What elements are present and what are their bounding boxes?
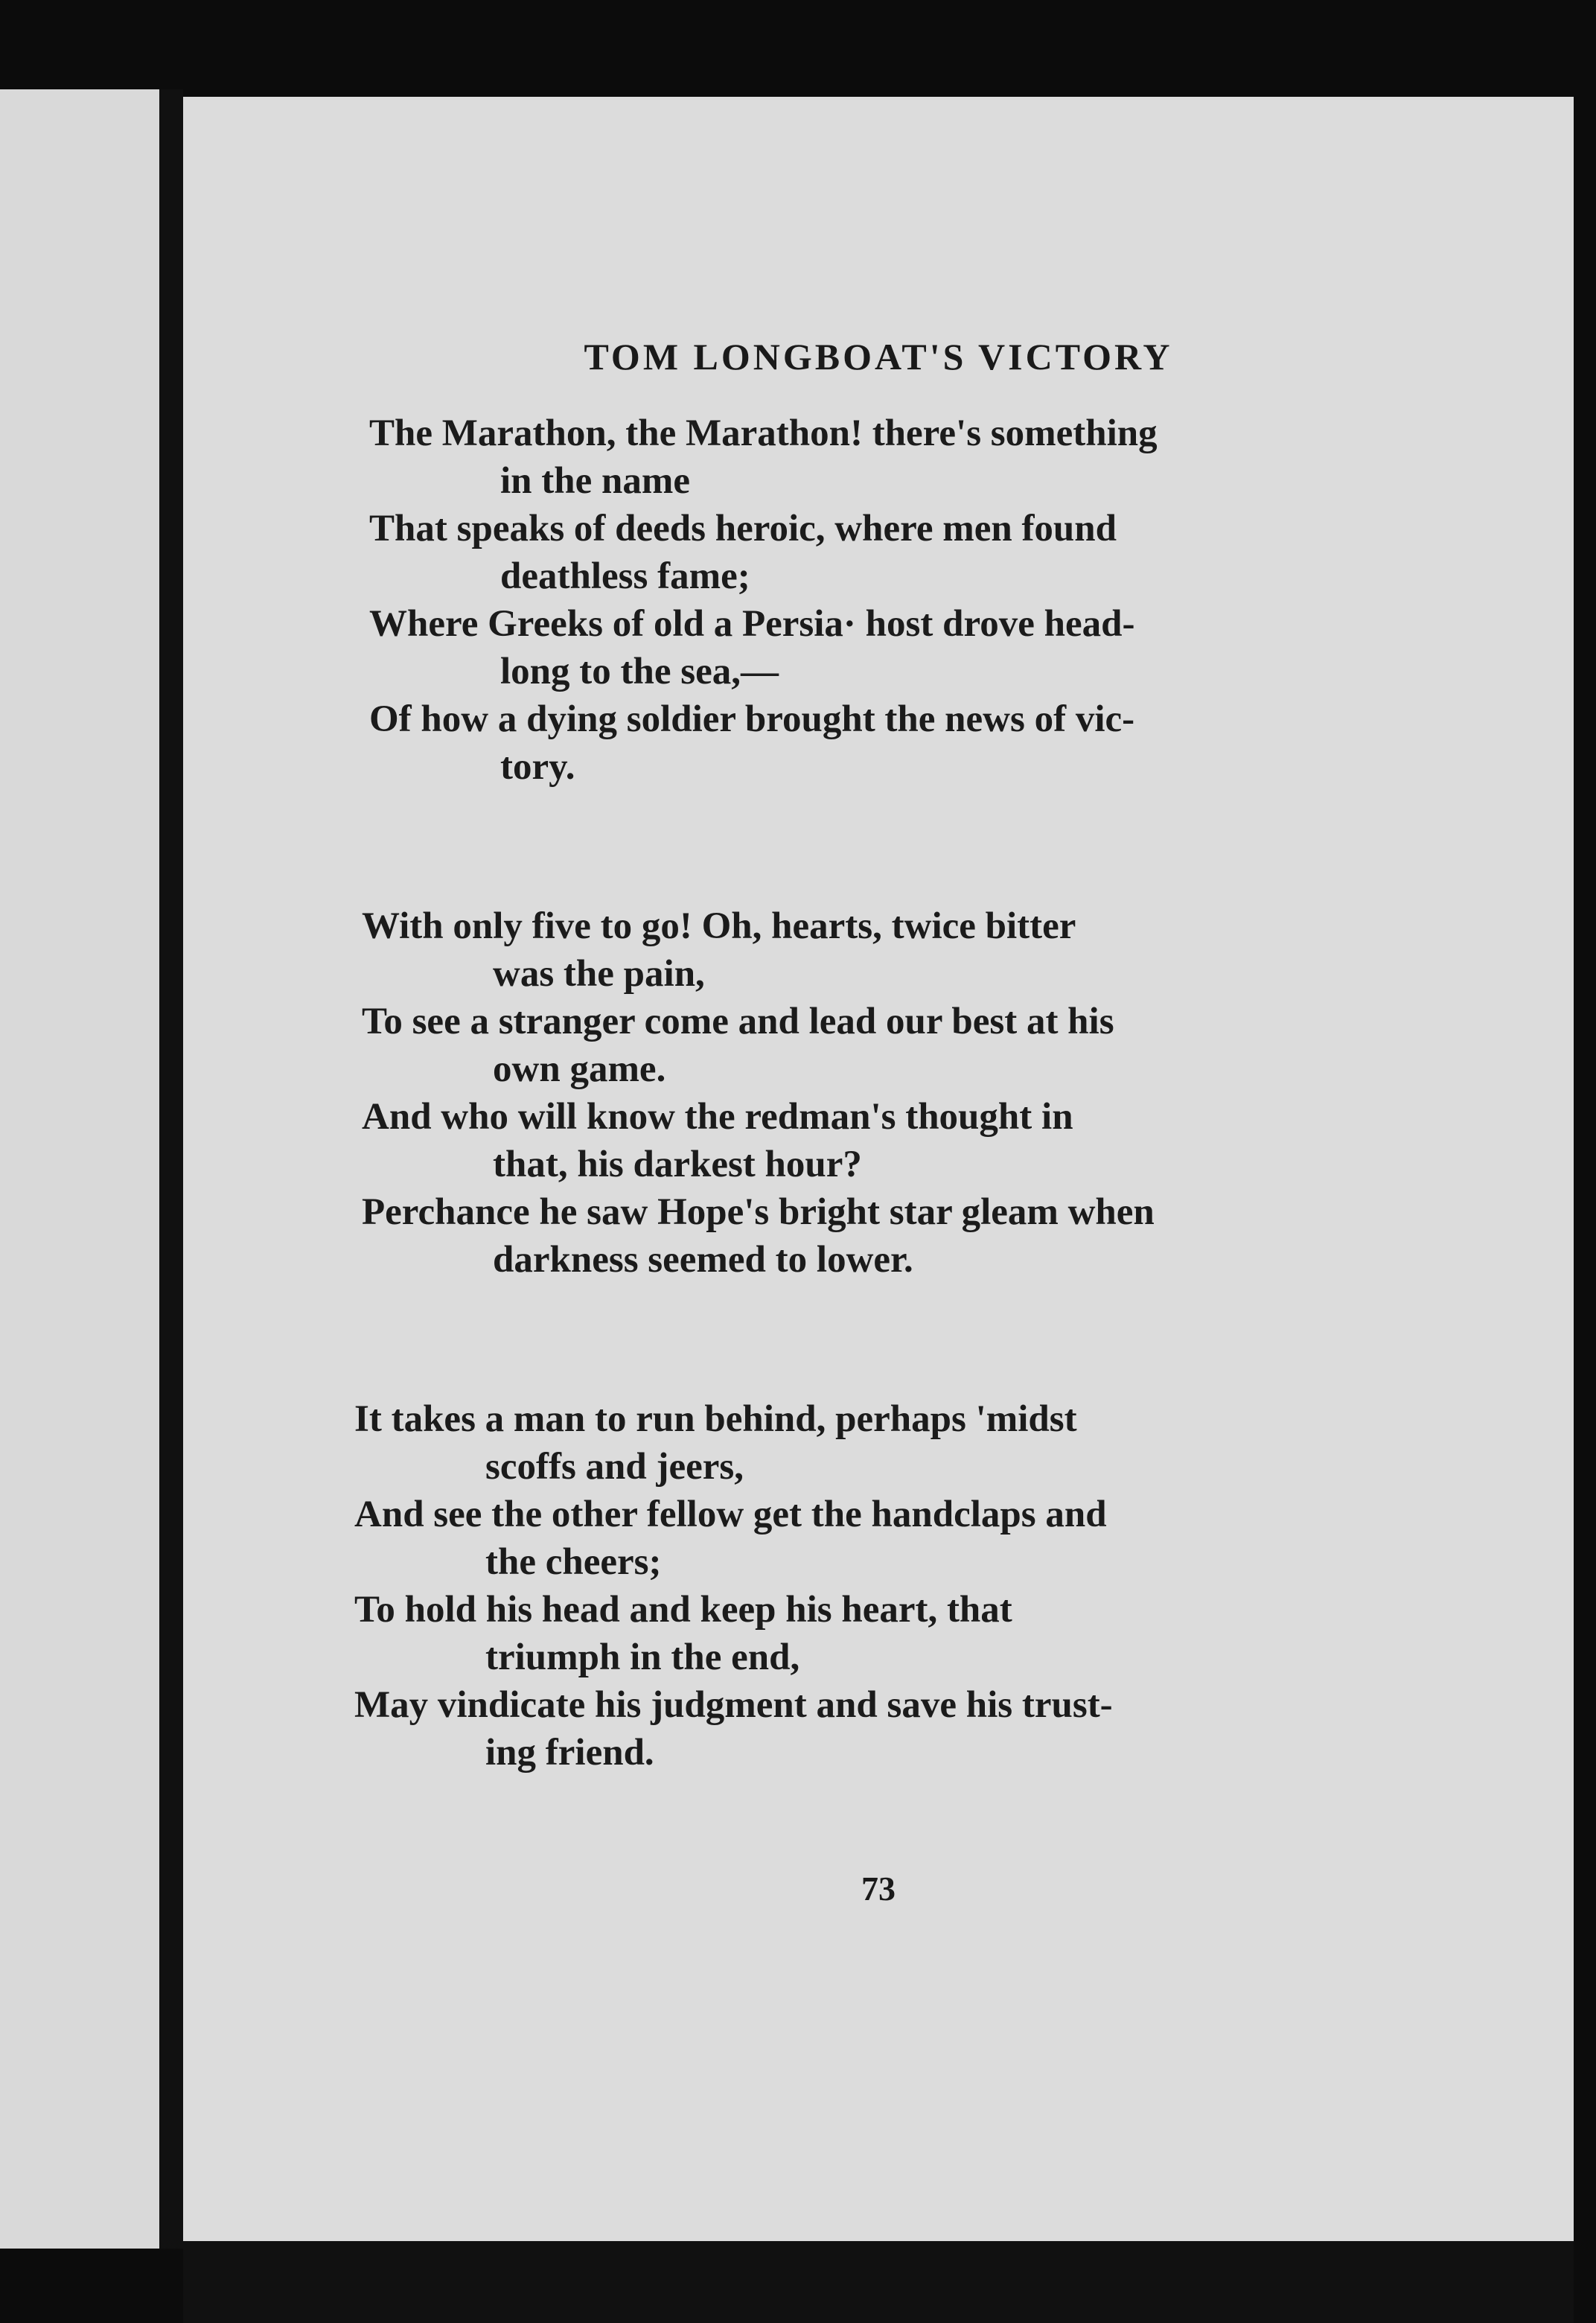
verse-line — [354, 1395, 1292, 1491]
facing-page-edge — [0, 89, 159, 2249]
verse-line — [362, 1188, 1300, 1284]
book-spine — [159, 89, 183, 2249]
verse-line — [362, 1093, 1300, 1188]
page-number: 73 — [861, 1870, 896, 1908]
line-start: And who will know the redman's thought in — [362, 1096, 1073, 1138]
line-start: Where Greeks of old a Persia· host drove head- — [369, 603, 1135, 645]
poem-body — [183, 410, 1574, 1888]
line-continuation: scoffs and jeers, — [485, 1446, 744, 1488]
line-start: To hold his head and keep his heart, that — [354, 1589, 1012, 1631]
verse-line — [354, 1681, 1292, 1776]
line-continuation: that, his darkest hour? — [493, 1144, 862, 1185]
poem-title: TOM LONGBOAT'S VICTORY — [584, 336, 1173, 377]
line-start: And see the other fellow get the handclaps and — [354, 1494, 1107, 1535]
line-start: With only five to go! Oh, hearts, twice bitter — [362, 905, 1076, 947]
line-continuation: the cheers; — [485, 1541, 662, 1583]
line-start: Of how a dying soldier brought the news of vic- — [369, 698, 1135, 740]
scan-border — [183, 2241, 1574, 2323]
line-start: That speaks of deeds heroic, where men found — [369, 508, 1117, 549]
stanza-2 — [362, 902, 1300, 1284]
line-continuation: in the name — [500, 460, 690, 502]
line-continuation: darkness seemed to lower. — [493, 1239, 913, 1281]
verse-line — [369, 600, 1307, 695]
line-start: May vindicate his judgment and save his trust- — [354, 1684, 1113, 1726]
line-continuation: own game. — [493, 1048, 666, 1090]
verse-line — [362, 998, 1300, 1093]
line-continuation: long to the sea,— — [500, 651, 779, 692]
verse-line — [369, 695, 1307, 791]
line-continuation: triumph in the end, — [485, 1637, 800, 1678]
book-page — [183, 97, 1574, 2241]
line-continuation: ing friend. — [485, 1732, 654, 1774]
line-start: The Marathon, the Marathon! there's something — [369, 412, 1158, 454]
line-continuation: tory. — [500, 746, 575, 788]
line-start: Perchance he saw Hope's bright star gleam when — [362, 1191, 1155, 1233]
stanza-1 — [369, 410, 1307, 791]
line-start: It takes a man to run behind, perhaps 'midst — [354, 1398, 1077, 1440]
line-start: To see a stranger come and lead our best at his — [362, 1001, 1114, 1042]
line-continuation: was the pain, — [493, 953, 705, 995]
verse-line — [354, 1491, 1292, 1586]
verse-line — [369, 410, 1307, 505]
verse-line — [354, 1586, 1292, 1681]
verse-line — [362, 902, 1300, 998]
stanza-3 — [354, 1395, 1292, 1776]
line-continuation: deathless fame; — [500, 555, 750, 597]
verse-line — [369, 505, 1307, 600]
